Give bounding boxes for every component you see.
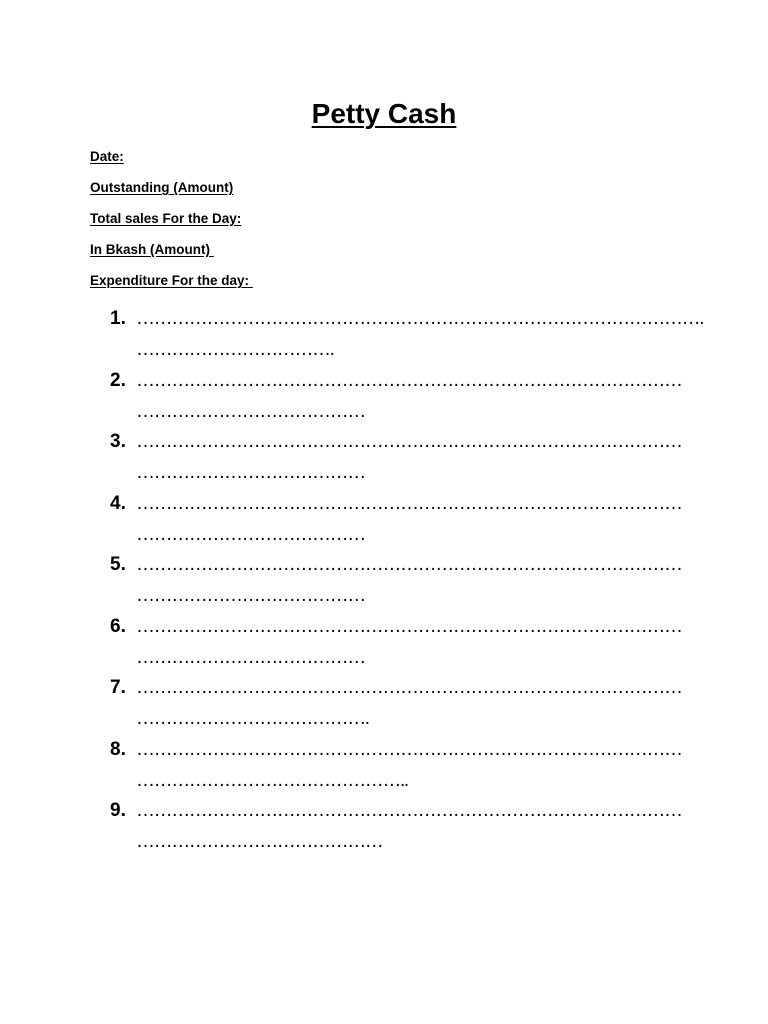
expense-dotted-line-continuation: …………………………………… (136, 831, 383, 852)
field-list (90, 147, 253, 302)
field-total-sales-label: Total sales For the Day: (90, 211, 242, 226)
expense-dotted-line-continuation: ……………………………. (136, 339, 334, 360)
expense-number: 4. (110, 492, 126, 514)
expense-item (110, 734, 710, 796)
expense-dotted-line: ………………………………………………………………………………… (136, 369, 682, 391)
expense-number: 1. (110, 308, 126, 329)
expense-item (110, 365, 710, 427)
expense-dotted-line-continuation: …………………………………. (136, 708, 369, 729)
expense-item (110, 549, 710, 611)
field-expenditure-label: Expenditure For the day: (90, 273, 253, 288)
page-title-text: Petty Cash (311, 98, 457, 129)
expense-dotted-line-continuation: ………………………………… (136, 462, 365, 483)
expense-dotted-line-continuation: ………………………………… (136, 400, 365, 422)
field-outstanding-label: Outstanding (Amount) (90, 180, 234, 195)
expense-dotted-line: ………………………………………………………………………………… (136, 615, 682, 637)
expense-number: 6. (110, 615, 126, 637)
page-title (0, 96, 768, 132)
expense-item (110, 795, 710, 857)
expense-dotted-line-continuation: ……………………………………….. (136, 769, 408, 791)
expense-item (110, 488, 710, 550)
expense-number: 2. (110, 369, 126, 391)
expense-dotted-line-continuation: ………………………………… (136, 585, 365, 606)
expense-item (110, 303, 710, 365)
field-date-label: Date: (90, 149, 124, 164)
expense-item (110, 672, 710, 734)
expense-dotted-line-continuation: ………………………………… (136, 523, 365, 545)
expense-dotted-line: ………………………………………………………………………………… (136, 800, 682, 821)
expenditure-list (110, 303, 710, 857)
expense-dotted-line: ………………………………………………………………………………… (136, 554, 682, 575)
expense-dotted-line: ………………………………………………………………………………… (136, 738, 682, 760)
expense-dotted-line: ……………………………………………………………………………………. (136, 308, 704, 329)
expense-number: 3. (110, 431, 126, 452)
expense-item (110, 426, 710, 488)
expense-dotted-line: ………………………………………………………………………………… (136, 431, 682, 452)
expense-number: 5. (110, 554, 126, 575)
expense-dotted-line-continuation: ………………………………… (136, 646, 365, 668)
expense-dotted-line: ………………………………………………………………………………… (136, 492, 682, 514)
expense-number: 7. (110, 677, 126, 698)
expense-item (110, 611, 710, 673)
expense-dotted-line: ………………………………………………………………………………… (136, 677, 682, 698)
expense-number: 9. (110, 800, 126, 821)
expense-number: 8. (110, 738, 126, 760)
field-bkash-label: In Bkash (Amount) (90, 242, 214, 257)
